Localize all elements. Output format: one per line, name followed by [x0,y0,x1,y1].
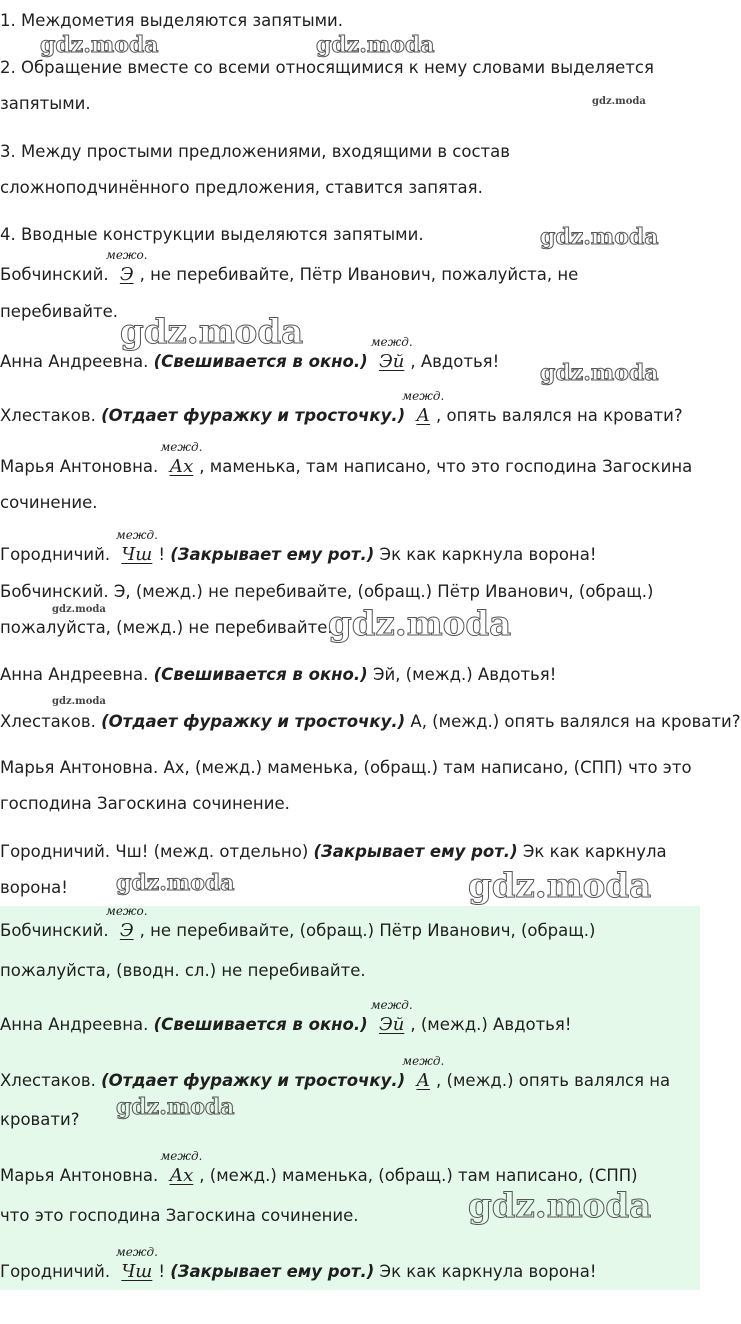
stage-direction: (Отдает фуражку и тросточку.) [101,1071,406,1090]
b3-line-2: пожалуйста, (вводн. сл.) не перебивайте. [0,961,366,980]
text-fragment: , маменька, там написано, что это господина Загоскина [199,457,693,476]
text-fragment: , не перебивайте, (обращ.) Пётр Иванович, (обращ.) [139,921,596,940]
text-fragment: , (межд.) опять валялся на [436,1071,671,1090]
b2-line-1: Бобчинский. Э, (межд.) не перебивайте, (обращ.) Пётр Иванович, (обращ.) [0,582,654,601]
interjection-note: межд. [115,528,158,542]
interjection-note: межо. [105,904,148,918]
text-fragment: А, (межд.) опять валялся на кровати? [410,712,741,731]
text-fragment: , Авдотья! [410,352,500,371]
stage-direction: (Свешивается в окно.) [153,665,368,684]
text-fragment: Анна Андреевна. [0,1015,149,1034]
rule-2: 2. Обращение вместе со всеми относящимися к нему словами выделяется [0,58,654,77]
interjection-text: Э [119,920,134,941]
interjection-word [115,1245,158,1283]
interjection-word [115,528,158,566]
stage-direction: (Отдает фуражку и тросточку.) [101,406,406,425]
text-fragment: Городничий. [0,1262,111,1281]
b1-line-3 [0,335,500,373]
interjection-note: межд. [160,440,203,454]
watermark: gdz.moda [116,870,235,896]
text-fragment: Хлестаков. [0,712,96,731]
watermark: gdz.moda [52,696,106,707]
watermark: gdz.moda [540,224,659,250]
interjection-word [160,1149,203,1187]
text-fragment: Эк как каркнула ворона! [379,545,597,564]
b3-line-5: кровати? [0,1110,80,1129]
b2-line-2: пожалуйста, (межд.) не перебивайте. [0,618,333,637]
b3-line-6 [0,1149,638,1187]
watermark: gdz.moda [116,1094,235,1120]
text-fragment: Эк как каркнула ворона! [379,1262,597,1281]
b2-line-7 [0,841,667,863]
interjection-word [370,335,413,373]
interjection-text: Чш [121,544,153,565]
b2-line-5: Марья Антоновна. Ах, (межд.) маменька, (обращ.) там написано, (СПП) что это [0,758,692,777]
text-fragment: Анна Андреевна. [0,352,149,371]
text-fragment: , опять валялся на кровати? [436,406,683,425]
text-fragment: Эй, (межд.) Авдотья! [372,665,557,684]
stage-direction: (Отдает фуражку и тросточку.) [101,712,406,731]
watermark: gdz.moda [120,312,304,352]
text-fragment: Городничий. [0,545,111,564]
stage-direction: (Закрывает ему рот.) [313,842,518,861]
stage-direction: (Свешивается в окно.) [153,1015,368,1034]
b3-line-1 [0,904,596,942]
interjection-note: межо. [105,248,148,262]
interjection-text: А [416,405,431,426]
watermark: gdz.moda [540,360,659,386]
b1-line-4 [0,389,683,427]
b2-line-4 [0,711,741,733]
watermark: gdz.moda [52,604,106,615]
rule-1: 1. Междометия выделяются запятыми. [0,11,344,30]
b3-line-8 [0,1245,597,1283]
text-fragment: Хлестаков. [0,406,96,425]
watermark: gdz.moda [316,32,435,58]
watermark: gdz.moda [592,96,646,107]
text-fragment: ! [158,545,165,564]
interjection-note: межд. [402,1054,445,1068]
text-fragment: Марья Антоновна. [0,1166,159,1185]
interjection-text: А [416,1070,431,1091]
interjection-word [105,904,148,942]
text-fragment: , (межд.) маменька, (обращ.) там написано, (СПП) [199,1166,638,1185]
rule-3: 3. Между простыми предложениями, входящими в состав [0,142,510,161]
stage-direction: (Закрывает ему рот.) [170,545,375,564]
interjection-word [105,248,148,286]
interjection-text: Ах [169,456,194,477]
b2-line-6: господина Загоскина сочинение. [0,794,290,813]
interjection-word [370,998,413,1036]
stage-direction: (Закрывает ему рот.) [170,1262,375,1281]
text-fragment: Эк как каркнула [522,842,667,861]
interjection-note: межд. [370,335,413,349]
interjection-note: межд. [370,998,413,1012]
watermark: gdz.moda [468,866,652,906]
rule-3-cont: сложноподчинённого предложения, ставится запятая. [0,178,483,197]
b3-line-4 [0,1054,671,1092]
interjection-word [402,389,445,427]
b3-line-7: что это господина Загоскина сочинение. [0,1206,359,1225]
b2-line-3 [0,664,556,686]
b3-line-3 [0,998,572,1036]
text-fragment: Бобчинский. [0,921,109,940]
text-fragment: Марья Антоновна. [0,457,159,476]
text-fragment: , не перебивайте, Пётр Иванович, пожалуйста, не [139,265,579,284]
text-fragment: Бобчинский. [0,265,109,284]
interjection-text: Эй [378,1014,405,1035]
rule-4: 4. Вводные конструкции выделяются запятыми. [0,225,424,244]
interjection-text: Эй [378,351,405,372]
interjection-note: межд. [115,1245,158,1259]
b2-line-8: ворона! [0,878,68,897]
b1-line-6: сочинение. [0,493,98,512]
rule-2-cont: запятыми. [0,94,91,113]
b1-line-7 [0,528,597,566]
interjection-text: Чш [121,1261,153,1282]
interjection-text: Ах [169,1165,194,1186]
text-fragment: ! [158,1262,165,1281]
interjection-note: межд. [160,1149,203,1163]
b1-line-2: перебивайте. [0,302,119,321]
b1-line-1 [0,248,579,286]
watermark: gdz.moda [40,32,159,58]
text-fragment: Анна Андреевна. [0,665,149,684]
interjection-note: межд. [402,389,445,403]
b1-line-5 [0,440,693,478]
interjection-word [160,440,203,478]
watermark: gdz.moda [468,1186,652,1226]
text-fragment: , (межд.) Авдотья! [410,1015,572,1034]
interjection-word [402,1054,445,1092]
interjection-text: Э [119,264,134,285]
watermark: gdz.moda [328,604,512,644]
text-fragment: Хлестаков. [0,1071,96,1090]
stage-direction: (Свешивается в окно.) [153,352,368,371]
text-fragment: Городничий. Чш! (межд. отдельно) [0,842,309,861]
